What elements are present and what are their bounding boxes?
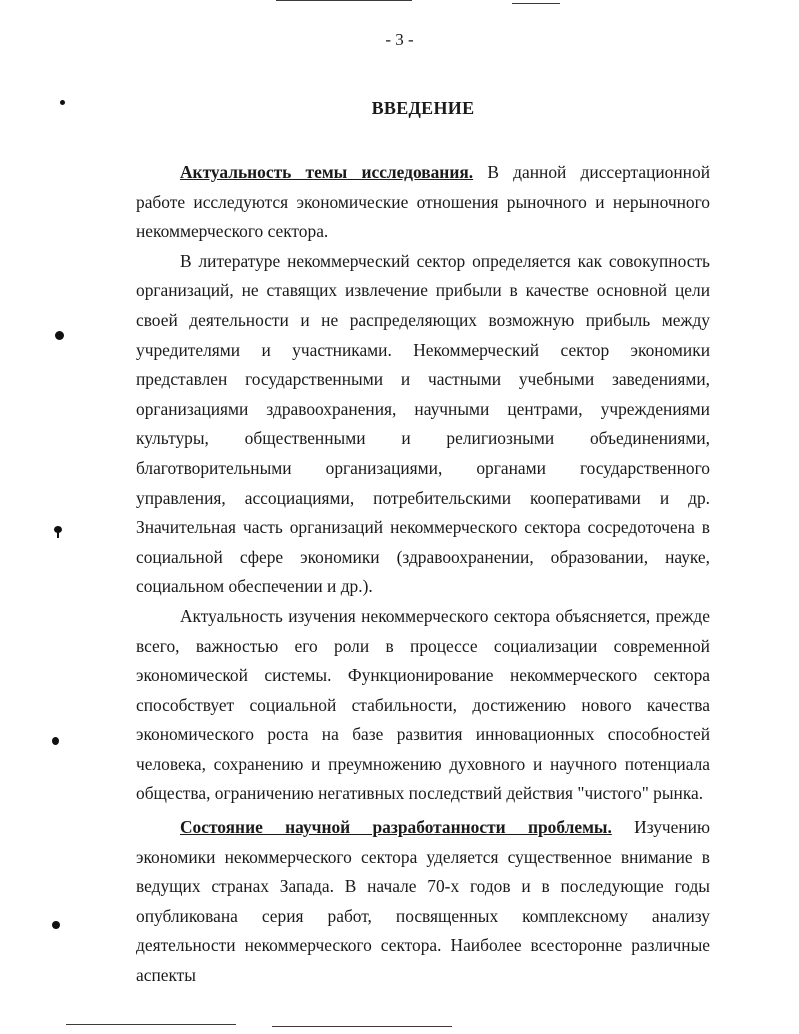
binding-mark: [55, 331, 64, 340]
scan-line-bottom-left: [66, 1024, 236, 1025]
document-body: [136, 158, 710, 991]
paragraph-importance: Актуальность изучения некоммерческого сектора объясняется, прежде всего, важностью его роли в процессе социализации современной экономической системы. Функционирование некоммерческого сектора способствует социальной стабильности, достижению нового качества экономического роста на базе развития инновационных способностей человека, сохранению и преумножению духовного и научного потенциала общества, ограничению негативных последствий действия "чистого" рынка.: [136, 605, 710, 804]
section-label-relevance: Актуальность темы исследования.: [180, 162, 474, 182]
section-label-research-state: Состояние научной разработанности проблемы.: [180, 817, 612, 838]
page-title: ВВЕДЕНИЕ: [371, 98, 475, 118]
paragraph-research-state: [136, 813, 710, 991]
page-number: - 3 -: [385, 30, 414, 49]
scan-line-top-left: [276, 0, 412, 1]
paragraph-text: В данной диссертационной работе исследуются экономические отношения рыночного и нерыночного некоммерческого сектора.: [136, 162, 710, 242]
scan-line-bottom-right: [272, 1026, 452, 1027]
scan-line-top-right: [512, 3, 560, 4]
binding-mark: [57, 532, 59, 538]
paragraph-relevance: [136, 158, 710, 247]
paragraph-text: Изучению экономики некоммерческого сектора уделяется существенное внимание в ведущих странах Запада. В начале 70-х годов и в последующие годы опубликована серия работ, посвященных комплексному анализу деятельности некоммерческого сектора. Наиболее всесторонне различные аспекты: [136, 817, 710, 986]
binding-mark: [52, 921, 60, 929]
binding-mark: [52, 737, 59, 745]
paragraph-definition: В литературе некоммерческий сектор определяется как совокупность организаций, не ставящих извлечение прибыли в качестве основной цели своей деятельности и не распределяющих возможную прибыль между учредителями и участниками. Некоммерческий сектор экономики представлен государственными и частными учебными заведениями, организациями здравоохранения, научными центрами, учреждениями культуры, общественными и религиозными объединениями, благотворительными организациями, органами государственного управления, ассоциациями, потребительскими кооперативами и др. Значительная часть организаций некоммерческого сектора сосредоточена в социальной сфере экономики (здравоохранении, образовании, науке, социальном обеспечении и др.).: [136, 250, 710, 597]
